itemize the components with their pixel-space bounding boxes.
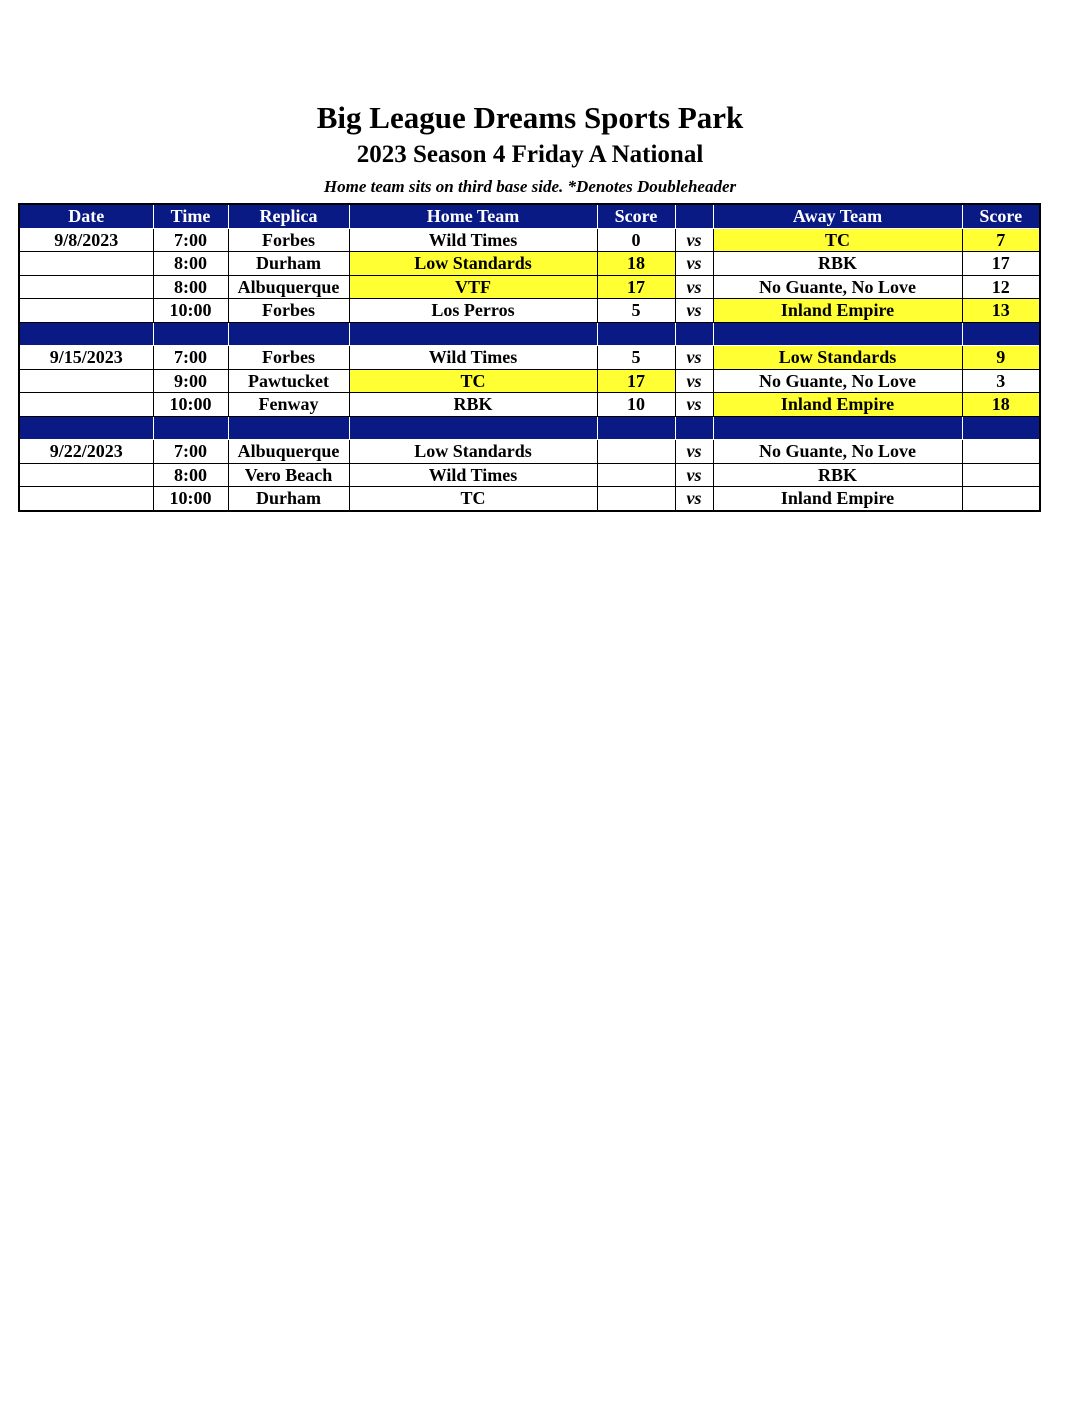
- time-cell: 10:00: [153, 393, 228, 417]
- away-score-cell: [962, 463, 1040, 487]
- col-header-home-team: Home Team: [349, 204, 597, 228]
- separator-cell: [228, 322, 349, 346]
- away-team-cell: Inland Empire: [713, 393, 962, 417]
- game-row: [19, 346, 1040, 370]
- week-separator-row: [19, 322, 1040, 346]
- game-row: [19, 463, 1040, 487]
- away-team-cell: RBK: [713, 463, 962, 487]
- home-team-cell: TC: [349, 369, 597, 393]
- away-score-cell: 7: [962, 228, 1040, 252]
- date-cell: 9/8/2023: [19, 228, 153, 252]
- home-team-cell: RBK: [349, 393, 597, 417]
- home-team-cell: TC: [349, 487, 597, 511]
- game-row: [19, 487, 1040, 511]
- doubleheader-note: Home team sits on third base side. *Denotes Doubleheader: [323, 177, 737, 196]
- col-header-vs: [675, 204, 713, 228]
- replica-cell: Durham: [228, 487, 349, 511]
- col-header-away-score: Score: [962, 204, 1040, 228]
- time-cell: 10:00: [153, 299, 228, 323]
- game-row: [19, 393, 1040, 417]
- home-score-cell: 5: [597, 299, 675, 323]
- date-cell: [19, 369, 153, 393]
- replica-cell: Forbes: [228, 299, 349, 323]
- time-cell: 8:00: [153, 252, 228, 276]
- away-score-cell: 3: [962, 369, 1040, 393]
- vs-cell: vs: [675, 463, 713, 487]
- away-score-cell: 12: [962, 275, 1040, 299]
- game-row: [19, 440, 1040, 464]
- away-team-cell: TC: [713, 228, 962, 252]
- col-header-time: Time: [153, 204, 228, 228]
- replica-cell: Albuquerque: [228, 440, 349, 464]
- separator-cell: [597, 416, 675, 440]
- separator-cell: [713, 322, 962, 346]
- schedule-table: [18, 203, 1041, 512]
- replica-cell: Durham: [228, 252, 349, 276]
- separator-cell: [597, 322, 675, 346]
- vs-cell: vs: [675, 369, 713, 393]
- separator-cell: [962, 322, 1040, 346]
- game-row: [19, 299, 1040, 323]
- away-score-cell: 18: [962, 393, 1040, 417]
- away-score-cell: 9: [962, 346, 1040, 370]
- date-cell: [19, 463, 153, 487]
- home-score-cell: 17: [597, 369, 675, 393]
- game-row: [19, 228, 1040, 252]
- home-team-cell: Wild Times: [349, 228, 597, 252]
- home-team-cell: Low Standards: [349, 252, 597, 276]
- vs-cell: vs: [675, 440, 713, 464]
- separator-cell: [19, 416, 153, 440]
- home-team-cell: VTF: [349, 275, 597, 299]
- page-title: Big League Dreams Sports Park: [316, 100, 744, 135]
- away-score-cell: 17: [962, 252, 1040, 276]
- date-cell: 9/22/2023: [19, 440, 153, 464]
- replica-cell: Pawtucket: [228, 369, 349, 393]
- separator-cell: [228, 416, 349, 440]
- col-header-home-score: Score: [597, 204, 675, 228]
- game-row: [19, 252, 1040, 276]
- away-team-cell: Inland Empire: [713, 299, 962, 323]
- separator-cell: [675, 322, 713, 346]
- home-score-cell: 18: [597, 252, 675, 276]
- home-score-cell: [597, 463, 675, 487]
- vs-cell: vs: [675, 487, 713, 511]
- game-row: [19, 275, 1040, 299]
- replica-cell: Vero Beach: [228, 463, 349, 487]
- replica-cell: Fenway: [228, 393, 349, 417]
- col-header-date: Date: [19, 204, 153, 228]
- time-cell: 8:00: [153, 463, 228, 487]
- away-score-cell: [962, 487, 1040, 511]
- game-row: [19, 369, 1040, 393]
- away-team-cell: No Guante, No Love: [713, 440, 962, 464]
- time-cell: 10:00: [153, 487, 228, 511]
- replica-cell: Albuquerque: [228, 275, 349, 299]
- date-cell: [19, 275, 153, 299]
- vs-cell: vs: [675, 228, 713, 252]
- vs-cell: vs: [675, 252, 713, 276]
- away-team-cell: No Guante, No Love: [713, 275, 962, 299]
- col-header-replica: Replica: [228, 204, 349, 228]
- separator-cell: [349, 322, 597, 346]
- date-cell: [19, 393, 153, 417]
- separator-cell: [675, 416, 713, 440]
- time-cell: 8:00: [153, 275, 228, 299]
- home-team-cell: Wild Times: [349, 346, 597, 370]
- home-team-cell: Wild Times: [349, 463, 597, 487]
- away-team-cell: Inland Empire: [713, 487, 962, 511]
- home-team-cell: Low Standards: [349, 440, 597, 464]
- col-header-away-team: Away Team: [713, 204, 962, 228]
- home-score-cell: [597, 440, 675, 464]
- away-team-cell: No Guante, No Love: [713, 369, 962, 393]
- time-cell: 9:00: [153, 369, 228, 393]
- date-cell: 9/15/2023: [19, 346, 153, 370]
- home-team-cell: Los Perros: [349, 299, 597, 323]
- separator-cell: [713, 416, 962, 440]
- vs-cell: vs: [675, 346, 713, 370]
- vs-cell: vs: [675, 393, 713, 417]
- away-score-cell: [962, 440, 1040, 464]
- replica-cell: Forbes: [228, 346, 349, 370]
- replica-cell: Forbes: [228, 228, 349, 252]
- home-score-cell: 17: [597, 275, 675, 299]
- home-score-cell: [597, 487, 675, 511]
- page-subtitle: 2023 Season 4 Friday A National: [356, 141, 704, 168]
- week-separator-row: [19, 416, 1040, 440]
- date-cell: [19, 487, 153, 511]
- separator-cell: [153, 322, 228, 346]
- separator-cell: [153, 416, 228, 440]
- home-score-cell: 0: [597, 228, 675, 252]
- home-score-cell: 10: [597, 393, 675, 417]
- away-team-cell: Low Standards: [713, 346, 962, 370]
- vs-cell: vs: [675, 275, 713, 299]
- header-row: [19, 204, 1040, 228]
- time-cell: 7:00: [153, 440, 228, 464]
- schedule-body: [19, 228, 1040, 511]
- separator-cell: [19, 322, 153, 346]
- date-cell: [19, 252, 153, 276]
- time-cell: 7:00: [153, 346, 228, 370]
- date-cell: [19, 299, 153, 323]
- separator-cell: [349, 416, 597, 440]
- time-cell: 7:00: [153, 228, 228, 252]
- vs-cell: vs: [675, 299, 713, 323]
- home-score-cell: 5: [597, 346, 675, 370]
- separator-cell: [962, 416, 1040, 440]
- away-team-cell: RBK: [713, 252, 962, 276]
- away-score-cell: 13: [962, 299, 1040, 323]
